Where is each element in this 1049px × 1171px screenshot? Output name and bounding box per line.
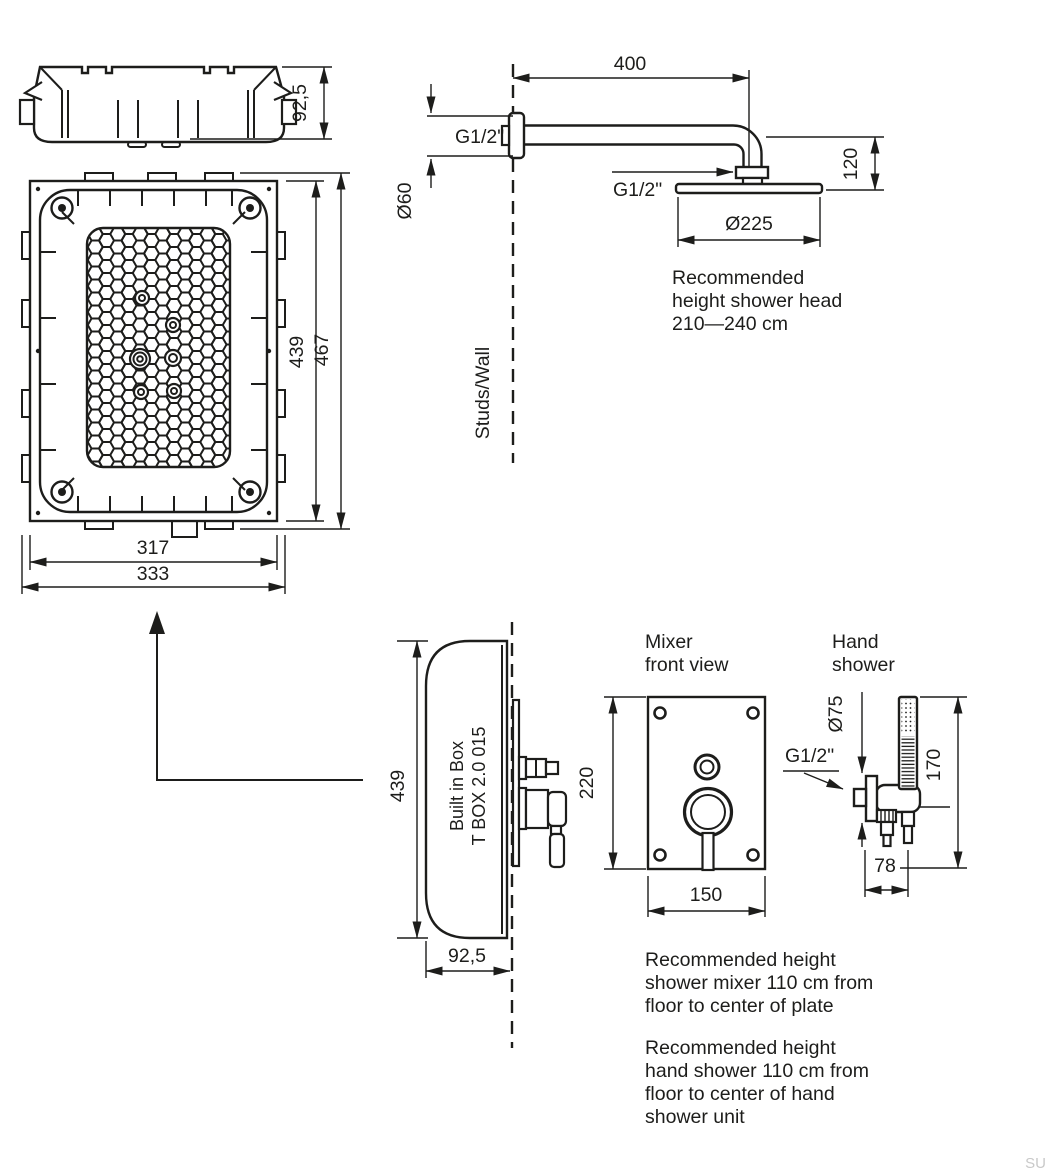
left-connection-stub bbox=[20, 100, 34, 124]
wand-lower-end bbox=[902, 812, 914, 843]
shower-head-plate bbox=[676, 184, 822, 193]
honeycomb-panel bbox=[87, 228, 230, 467]
dim-label-body-height: 439 bbox=[286, 335, 308, 369]
studs-wall-label: Studs/Wall bbox=[472, 346, 494, 440]
mixer-title-line1: Mixer bbox=[645, 631, 693, 653]
mixer-title-line2: front view bbox=[645, 654, 729, 676]
arm-nut bbox=[736, 167, 768, 178]
note-mixer-line2: shower mixer 110 cm from bbox=[645, 972, 874, 994]
box-model-label-line2: T BOX 2.0 015 bbox=[469, 726, 489, 846]
dim-label-head-drop: 120 bbox=[840, 147, 862, 181]
dim-label-hand-length: 170 bbox=[923, 748, 945, 782]
dim-label-total-width: 333 bbox=[136, 563, 170, 585]
dim-label-top-depth: 92,5 bbox=[289, 84, 311, 122]
note-shower-head-line1: Recommended bbox=[672, 267, 805, 289]
hand-shower-title-line1: Hand bbox=[832, 631, 879, 653]
note-shower-head-line2: height shower head bbox=[672, 290, 843, 312]
thread-label-wall: G1/2" bbox=[455, 126, 505, 148]
dim-label-wall-offset: 78 bbox=[874, 855, 896, 877]
thread-label-supply: G1/2" bbox=[785, 745, 835, 767]
note-hand-line4: shower unit bbox=[645, 1106, 745, 1128]
note-hand-line3: floor to center of hand bbox=[645, 1083, 835, 1105]
arm-wall-flange bbox=[509, 113, 524, 158]
box-model-label-line1: Built in Box bbox=[447, 740, 467, 832]
note-hand-line2: hand shower 110 cm from bbox=[645, 1060, 869, 1082]
note-mixer-line3: floor to center of plate bbox=[645, 995, 834, 1017]
box-model-label-line1-wrap bbox=[447, 741, 467, 831]
dim-label-holder-diameter: Ø75 bbox=[825, 695, 847, 733]
dim-label-body-width: 317 bbox=[136, 537, 170, 559]
watermark: SU bbox=[1025, 1155, 1046, 1171]
holder-wall-plate bbox=[866, 776, 877, 821]
wand-grip-texture bbox=[902, 736, 915, 787]
box-model-label-line2-wrap bbox=[469, 727, 489, 846]
note-mixer-line1: Recommended height bbox=[645, 949, 836, 971]
trim-plate-edge bbox=[513, 700, 519, 866]
dim-label-plate-width: 150 bbox=[689, 884, 723, 906]
dim-label-plate-height: 220 bbox=[576, 766, 598, 800]
dim-label-side-depth: 92,5 bbox=[448, 945, 486, 967]
wand-spray-texture bbox=[902, 700, 915, 734]
dim-label-arm-flange: Ø60 bbox=[394, 182, 416, 220]
handle-lever bbox=[550, 834, 564, 867]
supply-stub bbox=[854, 789, 866, 806]
dim-label-total-height: 467 bbox=[311, 333, 333, 367]
note-hand-line1: Recommended height bbox=[645, 1037, 836, 1059]
note-shower-head-line3: 210—240 cm bbox=[672, 313, 788, 335]
hand-shower-title-line2: shower bbox=[832, 654, 895, 676]
dim-label-side-height: 439 bbox=[387, 769, 409, 803]
dim-label-head-diameter: Ø225 bbox=[725, 213, 773, 235]
thread-label-head: G1/2" bbox=[613, 179, 663, 201]
dim-label-arm-reach: 400 bbox=[613, 53, 647, 75]
handle-neck bbox=[551, 826, 561, 834]
